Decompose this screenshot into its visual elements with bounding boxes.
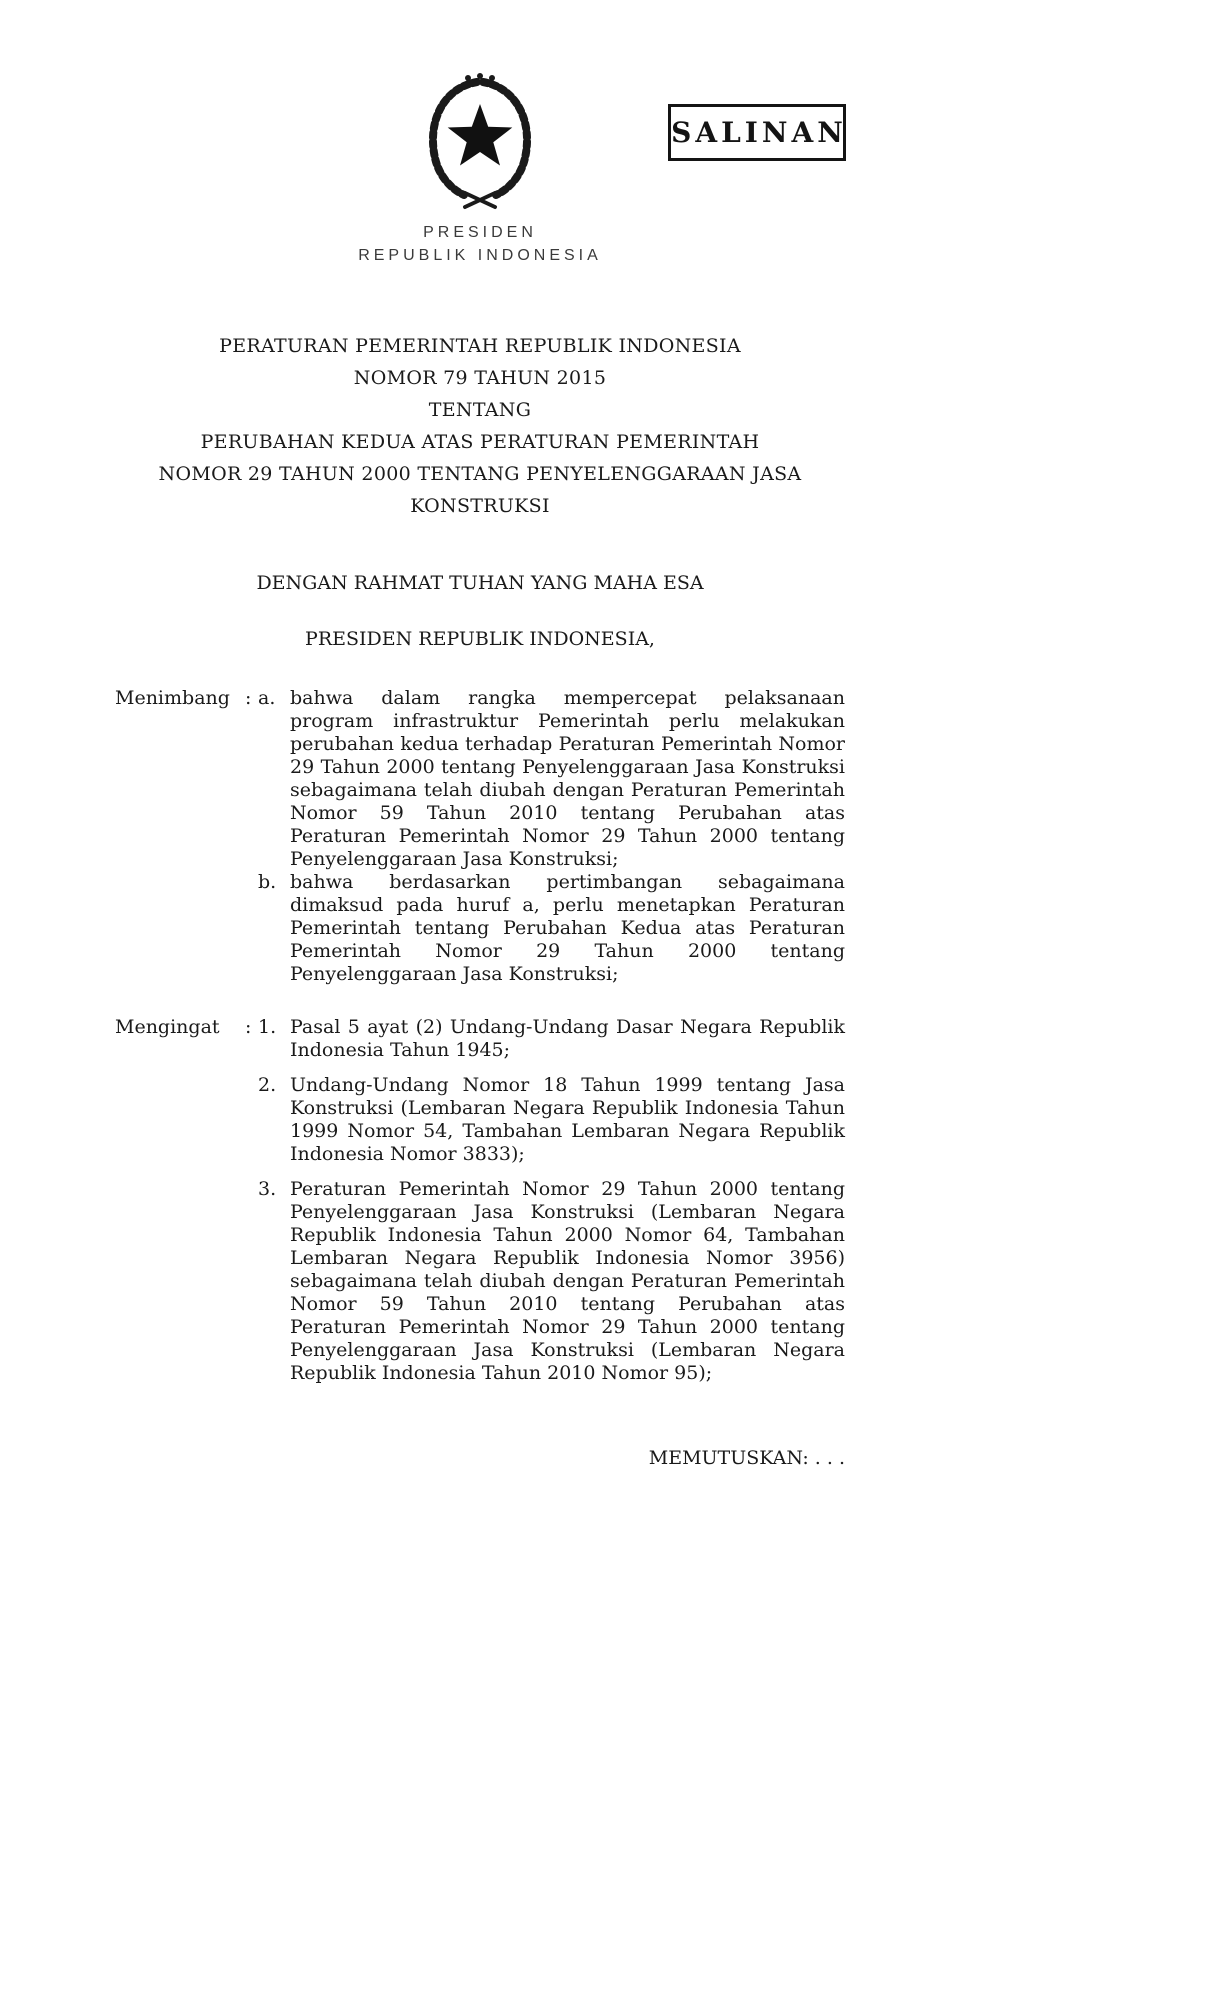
presidential-emblem-icon [405, 66, 555, 214]
item-text: bahwa berdasarkan pertimbangan sebagaimana dimaksud pada huruf a, perlu menetapkan Peraturan Pemerintah tentang Perubahan Kedua atas Peraturan Pemerintah Nomor 29 Tahun 2000 tentang Penyelenggaraan Jasa Konstruksi; [290, 871, 845, 985]
title-line-4: PERUBAHAN KEDUA ATAS PERATURAN PEMERINTAH [200, 431, 760, 453]
document-title [115, 330, 845, 522]
considering-item-b [258, 871, 845, 986]
item-marker: b. [258, 871, 277, 893]
letterhead-line2: REPUBLIK INDONESIA [358, 247, 602, 264]
document-body [115, 330, 845, 1470]
considering-label: Menimbang [115, 687, 230, 709]
considering-colon: : [245, 687, 252, 709]
recalling-label: Mengingat [115, 1016, 220, 1038]
memutuskan-line: MEMUTUSKAN: . . . [648, 1447, 845, 1469]
letterhead-line1: PRESIDEN [423, 224, 537, 241]
item-marker: 1. [258, 1016, 277, 1038]
recalling-item-1 [258, 1016, 845, 1062]
authority-line: PRESIDEN REPUBLIK INDONESIA, [305, 628, 655, 650]
recalling-item-3 [258, 1178, 845, 1385]
invocation-line: DENGAN RAHMAT TUHAN YANG MAHA ESA [256, 572, 704, 594]
considering-items [258, 687, 845, 986]
item-marker: 2. [258, 1074, 277, 1096]
considering-section [115, 687, 845, 986]
letterhead [115, 66, 845, 265]
item-marker: 3. [258, 1178, 277, 1200]
title-line-3: TENTANG [428, 399, 532, 421]
item-text: bahwa dalam rangka mempercepat pelaksanaan program infrastruktur Pemerintah perlu melakukan perubahan kedua terhadap Peraturan Pemerintah Nomor 29 Tahun 2000 tentang Penyelenggaraan Jasa Konstruksi sebagaimana telah diubah dengan Peraturan Pemerintah Nomor 59 Tahun 2010 tentang Perubahan atas Peraturan Pemerintah Nomor 29 Tahun 2000 tentang Penyelenggaraan Jasa Konstruksi; [290, 687, 845, 870]
title-line-1: PERATURAN PEMERINTAH REPUBLIK INDONESIA [219, 335, 741, 357]
title-line-5: NOMOR 29 TAHUN 2000 TENTANG PENYELENGGARAAN JASA KONSTRUKSI [158, 463, 802, 517]
recalling-section [115, 1016, 845, 1385]
recalling-items [258, 1016, 845, 1385]
item-text: Undang-Undang Nomor 18 Tahun 1999 tentang Jasa Konstruksi (Lembaran Negara Republik Indonesia Tahun 1999 Nomor 54, Tambahan Lembaran Negara Republik Indonesia Nomor 3833); [290, 1074, 845, 1165]
recalling-item-2 [258, 1074, 845, 1166]
title-line-2: NOMOR 79 TAHUN 2015 [353, 367, 607, 389]
item-text: Peraturan Pemerintah Nomor 29 Tahun 2000 tentang Penyelenggaraan Jasa Konstruksi (Lembaran Negara Republik Indonesia Tahun 2000 Nomor 64, Tambahan Lembaran Negara Republik Indonesia Nomor 3956) sebagaimana telah diubah dengan Peraturan Pemerintah Nomor 59 Tahun 2010 tentang Perubahan atas Peraturan Pemerintah Nomor 29 Tahun 2000 tentang Penyelenggaraan Jasa Konstruksi (Lembaran Negara Republik Indonesia Tahun 2010 Nomor 95); [290, 1178, 845, 1384]
recalling-colon: : [245, 1016, 252, 1038]
item-text: Pasal 5 ayat (2) Undang-Undang Dasar Negara Republik Indonesia Tahun 1945; [290, 1016, 845, 1061]
item-marker: a. [258, 687, 276, 709]
salinan-stamp-label: SALINAN [671, 116, 847, 149]
considering-item-a [258, 687, 845, 871]
